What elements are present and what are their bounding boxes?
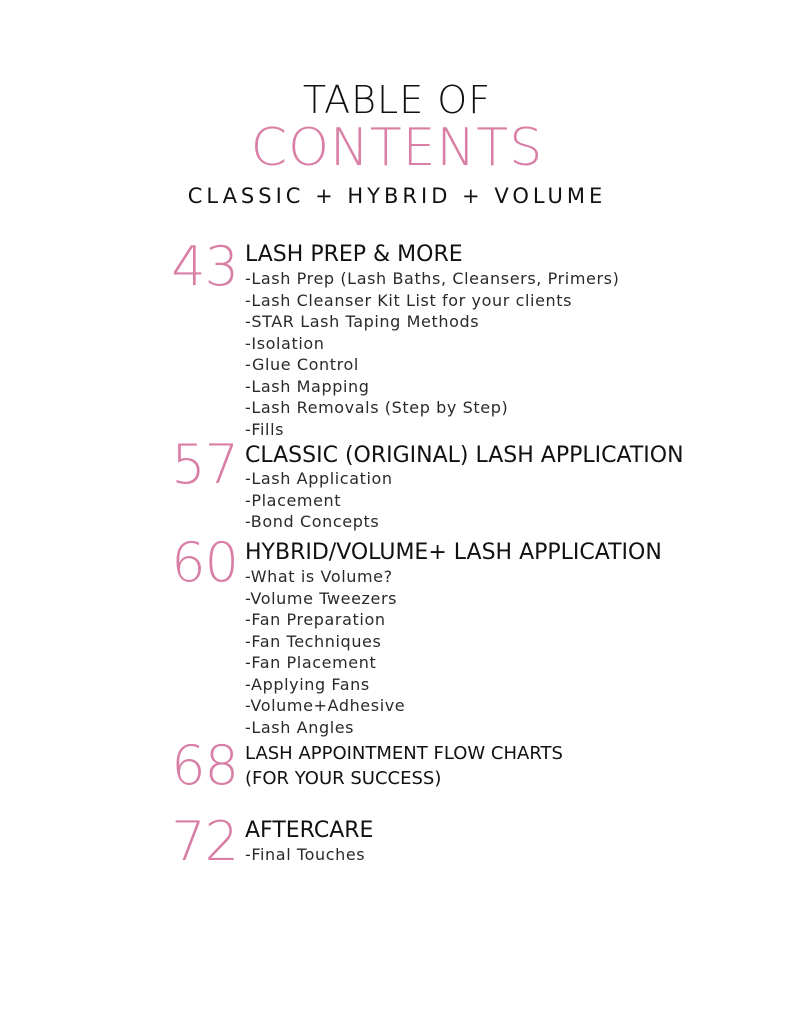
list-item: -Fills — [245, 419, 285, 439]
list-item: -Bond Concepts — [245, 512, 380, 531]
list-item: -Lash Mapping — [245, 376, 370, 396]
item-list — [245, 566, 405, 738]
item-list — [245, 844, 365, 866]
list-item: -Lash Application — [245, 469, 393, 488]
list-item: -Lash Removals (Step by Step) — [245, 398, 509, 417]
list-item: -Placement — [245, 490, 342, 510]
list-item: -STAR Lash Taping Methods — [245, 312, 480, 331]
page-number: 68 — [171, 734, 238, 797]
section-title: CLASSIC (ORIGINAL) LASH APPLICATION — [245, 443, 684, 468]
list-item: -Isolation — [245, 333, 325, 353]
list-item: -Fan Preparation — [245, 610, 386, 629]
list-item: -What is Volume? — [245, 567, 393, 586]
page-number: 57 — [171, 433, 238, 496]
section-title: LASH APPOINTMENT FLOW CHARTS — [245, 743, 563, 764]
list-item: -Lash Prep (Lash Baths, Cleansers, Primers) — [245, 269, 620, 288]
page-number: 60 — [171, 531, 238, 594]
title-line-1: TABLE OF — [302, 78, 492, 122]
list-item: -Fan Techniques — [245, 631, 382, 651]
page-number: 72 — [171, 810, 238, 873]
item-list — [245, 268, 619, 440]
list-item: -Volume Tweezers — [245, 588, 398, 608]
section-title-continued: (FOR YOUR SUCCESS) — [245, 768, 442, 789]
list-item: -Lash Cleanser Kit List for your clients — [245, 290, 573, 310]
list-item: -Lash Angles — [245, 717, 355, 737]
list-item: -Final Touches — [245, 845, 366, 864]
list-item: -Fan Placement — [245, 653, 377, 672]
list-item: -Glue Control — [245, 355, 359, 374]
section-title: LASH PREP & MORE — [245, 242, 463, 267]
section-title: AFTERCARE — [245, 818, 374, 843]
page-number: 43 — [171, 235, 238, 298]
item-list — [245, 468, 393, 533]
list-item: -Applying Fans — [245, 674, 370, 694]
subtitle: CLASSIC + HYBRID + VOLUME — [187, 184, 607, 208]
section-title: HYBRID/VOLUME+ LASH APPLICATION — [245, 540, 662, 565]
list-item: -Volume+Adhesive — [245, 696, 406, 715]
title-line-2: CONTENTS — [250, 118, 544, 178]
